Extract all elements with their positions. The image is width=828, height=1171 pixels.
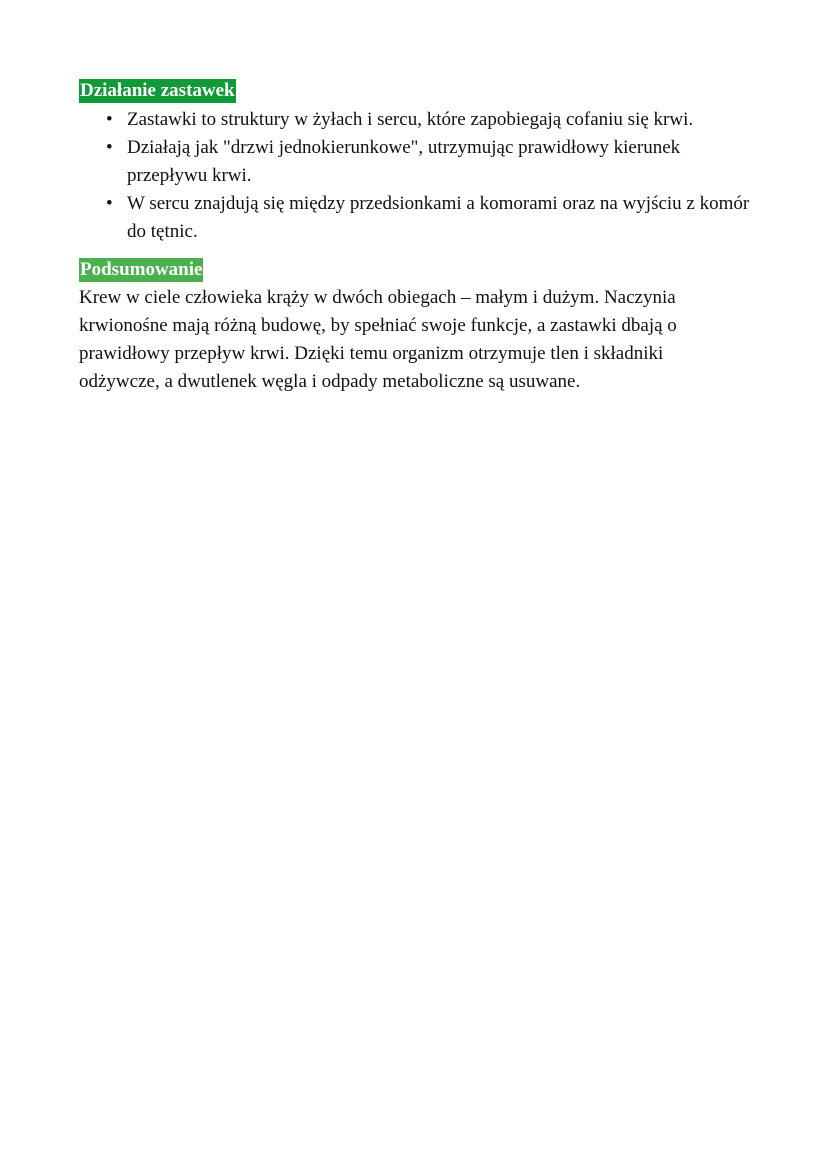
summary-paragraph: Krew w ciele człowieka krąży w dwóch obiegach – małym i dużym. Naczynia krwionośne mają różną budowę, by spełniać swoje funkcje, a zastawki dbają o prawidłowy przepływ krwi. Dzięki temu organizm otrzymuje tlen i składniki odżywcze, a dwutlenek węgla i odpady metaboliczne są usuwane. <box>79 287 677 392</box>
bullet-icon: • <box>106 109 113 130</box>
list-item <box>106 134 759 190</box>
bullet-icon: • <box>106 193 113 214</box>
list-item-text: Działają jak "drzwi jednokierunkowe", utrzymując prawidłowy kierunek przepływu krwi. <box>127 137 681 186</box>
bullet-icon: • <box>106 137 113 158</box>
document-page <box>79 79 759 396</box>
list-item-text: W sercu znajdują się między przedsionkami a komorami oraz na wyjściu z komór do tętnic. <box>127 193 750 242</box>
section-heading-summary: Podsumowanie <box>80 259 203 280</box>
section-summary <box>79 258 759 396</box>
list-item <box>106 190 759 246</box>
bullet-list <box>79 106 759 246</box>
section-heading-valves: Działanie zastawek <box>80 80 235 101</box>
section-valves <box>79 79 759 246</box>
list-item-text: Zastawki to struktury w żyłach i sercu, które zapobiegają cofaniu się krwi. <box>127 109 694 130</box>
list-item <box>106 106 759 134</box>
